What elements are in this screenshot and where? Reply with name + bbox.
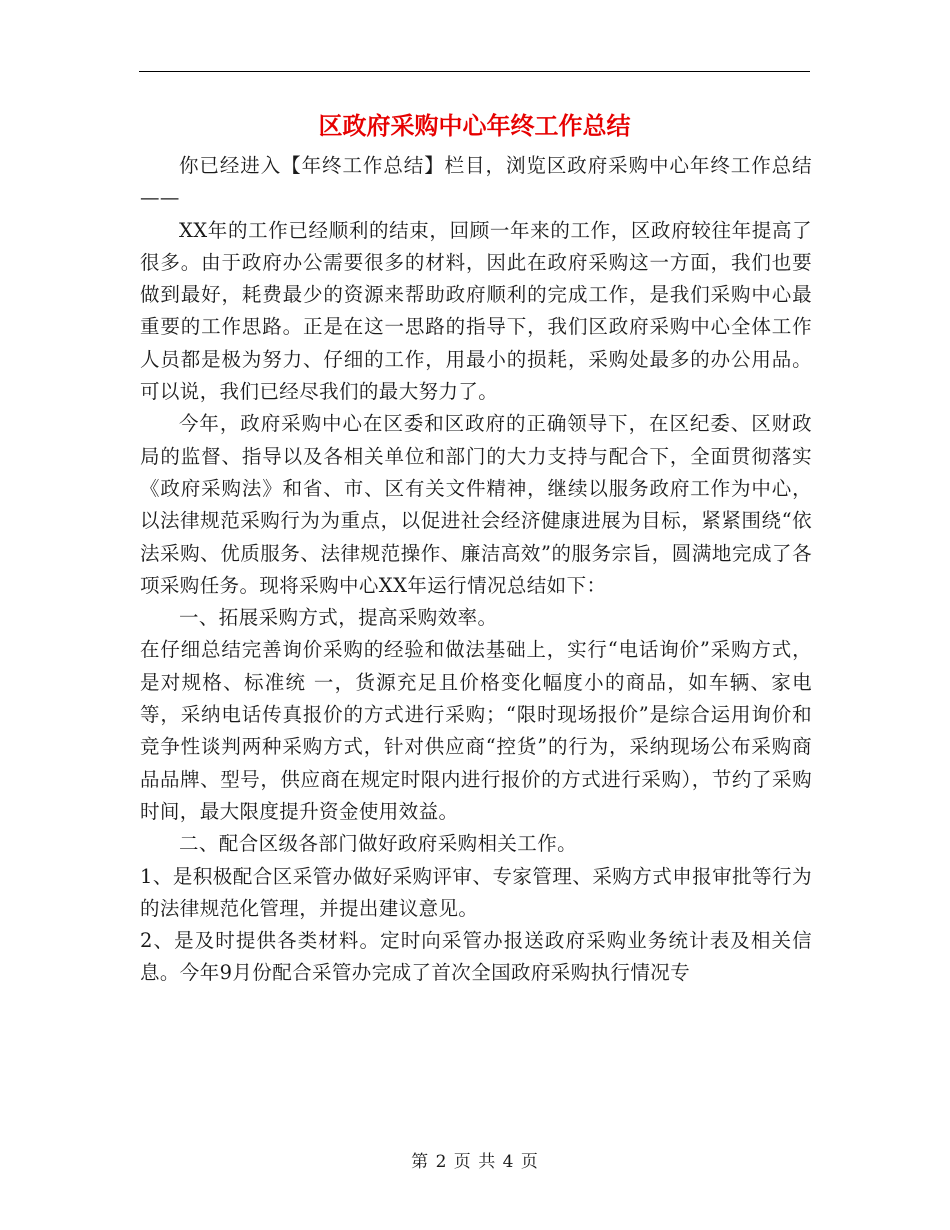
section-heading-1: 一、拓展采购方式，提高采购效率。 (179, 606, 498, 630)
header-rule (139, 71, 810, 72)
document-body (140, 150, 812, 990)
paragraph-overview: 今年，政府采购中心在区委和区政府的正确领导下，在区纪委、区财政局的监督、指导以及各相关单位和部门的大力支持与配合下，全面贯彻落实《政府采购法》和省、市、区有关文件精神，继续以服务政府工作为中心，以法律规范采购行为为重点，以促进社会经济健康进展为目标，紧紧围绕“依法采购、优质服务、法律规范操作、廉洁高效”的服务宗旨，圆满地完成了各项采购任务。现将采购中心XX年运行情况总结如下： (140, 412, 812, 597)
section-heading-2: 二、配合区级各部门做好政府采购相关工作。 (179, 832, 578, 856)
paragraph-section-1: 在仔细总结完善询价采购的经验和做法基础上，实行“电话询价”采购方式，是对规格、标准统 一，货源充足且价格变化幅度小的商品，如车辆、家电等，采纳电话传真报价的方式进行采购；“限时现场报价”是综合运用询价和竞争性谈判两种采购方式，针对供应商“控货”的行为，采纳现场公布采购商品品牌、型号，供应商在规定时限内进行报价的方式进行采购），节约了采购时间，最大限度提升资金使用效益。 (140, 638, 812, 823)
page-number: 第 2 页 共 4 页 (411, 1152, 539, 1172)
list-item-2: 2、是及时提供各类材料。定时向采管办报送政府采购业务统计表及相关信息。今年9月份配合采管办完成了首次全国政府采购执行情况专 (140, 929, 812, 985)
paragraph-review: XX年的工作已经顺利的结束，回顾一年来的工作，区政府较往年提高了很多。由于政府办公需要很多的材料，因此在政府采购这一方面，我们也要做到最好，耗费最少的资源来帮助政府顺利的完成工作，是我们采购中心最重要的工作思路。正是在这一思路的指导下，我们区政府采购中心全体工作人员都是极为努力、仔细的工作，用最小的损耗，采购处最多的办公用品。可以说，我们已经尽我们的最大努力了。 (140, 218, 812, 404)
document-title: 区政府采购中心年终工作总结 (318, 111, 631, 140)
paragraph-intro: 你已经进入【年终工作总结】栏目，浏览区政府采购中心年终工作总结—— (140, 154, 812, 210)
list-item-1: 1、是积极配合区采管办做好采购评审、专家管理、采购方式申报审批等行为的法律规范化管理，并提出建议意见。 (140, 864, 812, 920)
